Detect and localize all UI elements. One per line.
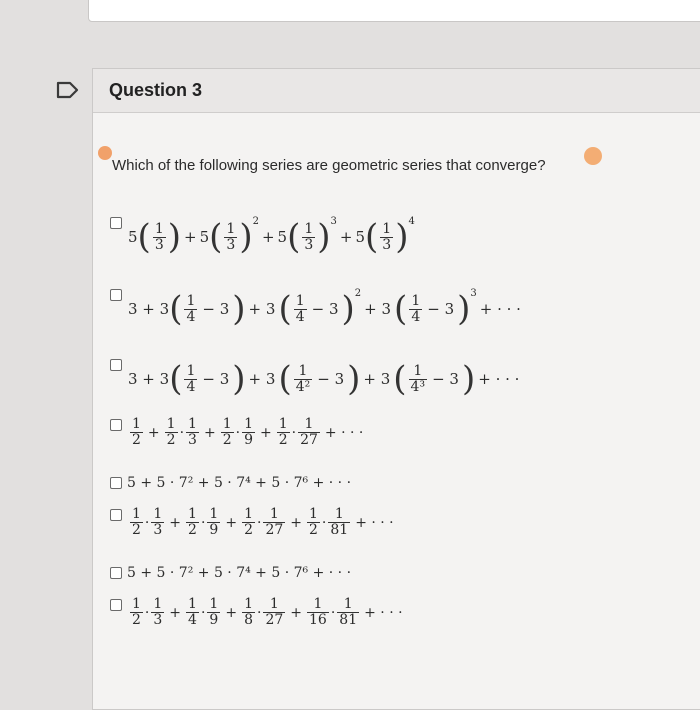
answer-option-2[interactable] (110, 287, 524, 329)
option-3-expression: 3 + 3 ( $\frac{1}{4}$ − 3 ) + 3 ( $\frac{1}{\text{4²}}$ − 3 ) + 3 ( $\frac{1}{\text{4³}}$ − 3 ) + · · · (128, 359, 520, 399)
flag-question-icon[interactable] (55, 80, 81, 100)
previous-question-card (88, 0, 700, 22)
question-prompt: Which of the following series are geometric series that converge? (112, 157, 546, 174)
option-7-checkbox[interactable] (110, 567, 122, 579)
question-header (93, 69, 700, 113)
option-6-expression: $\frac{1}{2}$ · $\frac{1}{3}$ + $\frac{1}{2}$ · $\frac{1}{9}$ + $\frac{1}{2}$ · $\frac{1}{27}$ + $\frac{1}{2}$ · $\frac{1}{81}$ + · · · (132, 506, 394, 538)
option-4-checkbox[interactable] (110, 419, 122, 431)
option-2-checkbox[interactable] (110, 289, 122, 301)
indicator-dot-right (584, 147, 602, 165)
answer-option-8[interactable] (110, 597, 406, 628)
option-7-expression: 5 + 5 · 7² + 5 · 7⁴ + 5 · 7⁶ + · · · (127, 565, 352, 581)
option-4-expression: $\frac{1}{2}$ + $\frac{1}{2}$ · $\frac{1}{3}$ + $\frac{1}{2}$ · $\frac{1}{9}$ + $\frac{1}{2}$ · $\frac{1}{27}$ + · · · (132, 416, 364, 448)
answer-option-5[interactable] (110, 475, 351, 491)
option-6-checkbox[interactable] (110, 509, 122, 521)
answer-option-1[interactable] (110, 215, 415, 257)
answer-option-6[interactable] (110, 507, 397, 538)
answer-option-7[interactable] (110, 565, 351, 581)
option-2-expression: 3 + 3 ( $\frac{1}{4}$ − 3 ) + 3 ( $\frac{1}{4}$ − 3 ) 2 + 3 ( $\frac{1}{4}$ − 3 ) 3 + · · · (128, 287, 521, 329)
option-8-expression: $\frac{1}{2}$ · $\frac{1}{3}$ + $\frac{1}{4}$ · $\frac{1}{9}$ + $\frac{1}{8}$ · $\frac{1}{27}$ + $\frac{1}{16}$ · $\frac{1}{81}$ + · · · (132, 596, 403, 628)
question-title: Question 3 (109, 80, 203, 100)
option-8-checkbox[interactable] (110, 599, 122, 611)
option-3-checkbox[interactable] (110, 359, 122, 371)
indicator-dot-left (98, 146, 112, 160)
option-1-checkbox[interactable] (110, 217, 122, 229)
option-5-checkbox[interactable] (110, 477, 122, 489)
answer-option-4[interactable] (110, 417, 366, 448)
answer-option-3[interactable] (110, 359, 522, 399)
option-1-expression: 5 ( $\frac{1}{3}$ ) + 5 ( $\frac{1}{3}$ ) 2 + 5 ( $\frac{1}{3}$ ) 3 + 5 ( $\frac{1}{3}$ ) 4 (128, 215, 415, 257)
option-5-expression: 5 + 5 · 7² + 5 · 7⁴ + 5 · 7⁶ + · · · (127, 475, 352, 491)
